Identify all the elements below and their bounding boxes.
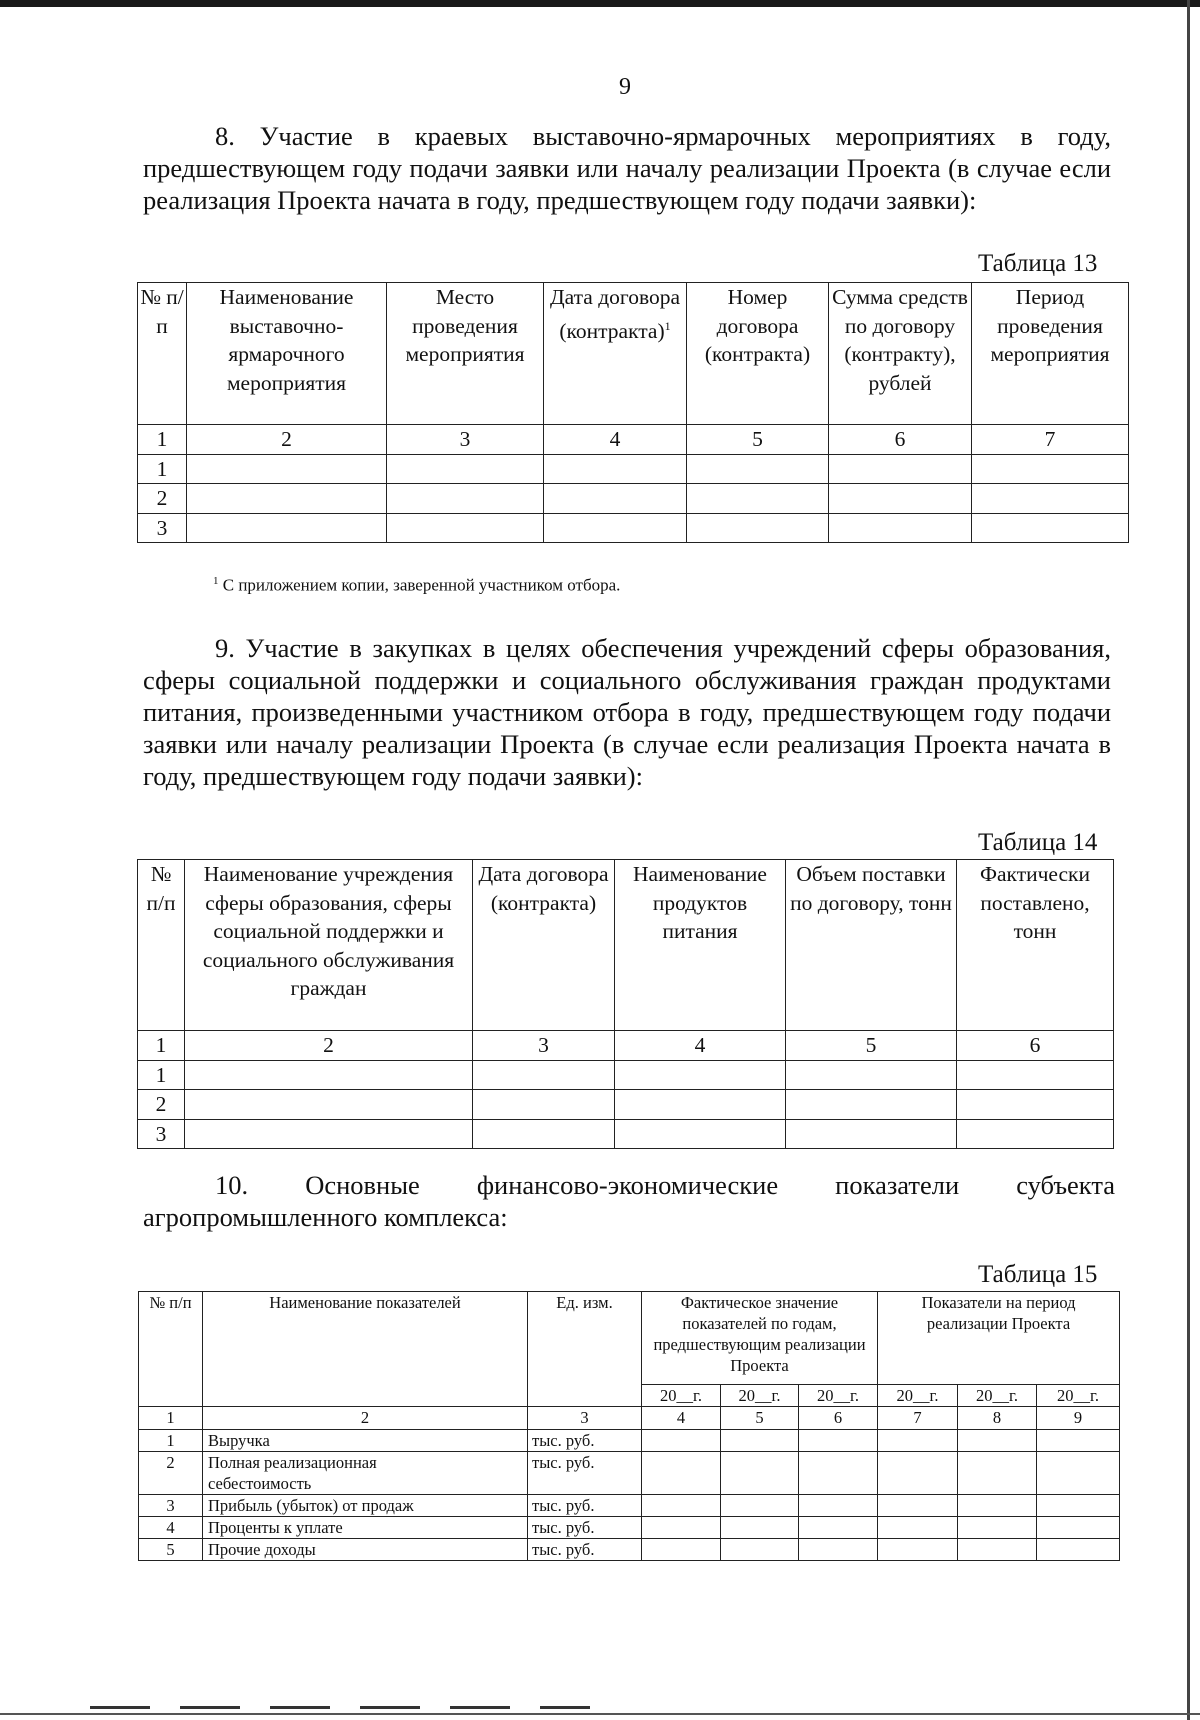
section-10-text: 10. Основные финансово-экономические показатели субъекта агропромышленного комплекса: xyxy=(143,1170,1115,1232)
t15-year-cell: 20__г. xyxy=(799,1385,878,1407)
table-14-header-row xyxy=(138,860,1114,1031)
t15-row-num: 1 xyxy=(139,1430,203,1452)
t15-row-num: 2 xyxy=(139,1452,203,1495)
t14-col-number: 1 xyxy=(138,1031,185,1061)
table-row xyxy=(139,1495,1120,1517)
t13-col-number: 1 xyxy=(138,425,187,455)
table-15 xyxy=(138,1291,1120,1561)
t15-row-name: Прибыль (убыток) от продаж xyxy=(203,1495,528,1517)
table-row xyxy=(138,513,1129,543)
table-row xyxy=(139,1539,1120,1561)
table-13-header-row xyxy=(138,283,1129,425)
t15-col-number: 9 xyxy=(1037,1407,1120,1430)
t15-row-num: 3 xyxy=(139,1495,203,1517)
footnote-text: С приложением копии, заверенной участником отбора. xyxy=(222,575,621,595)
t13-header-contract-number: Номер договора (контракта) xyxy=(687,283,829,425)
table-15-caption: Таблица 15 xyxy=(978,1261,1098,1288)
t13-col-number: 4 xyxy=(544,425,687,455)
t15-row-unit: тыс. руб. xyxy=(528,1430,642,1452)
table-row xyxy=(139,1452,1120,1495)
t14-row-number: 2 xyxy=(138,1090,185,1120)
t15-row-num: 5 xyxy=(139,1539,203,1561)
t15-row-name: Полная реализационная себестоимость xyxy=(203,1452,528,1495)
t15-col-number: 1 xyxy=(139,1407,203,1430)
t13-header-period: Период проведения мероприятия xyxy=(972,283,1129,425)
t14-header-products: Наименование продуктов питания xyxy=(615,860,786,1031)
t15-col-number: 5 xyxy=(721,1407,799,1430)
table-row xyxy=(138,1060,1114,1090)
t15-col-number: 2 xyxy=(203,1407,528,1430)
t13-footnote-ref: 1 xyxy=(664,318,671,333)
t15-header-name: Наименование показателей xyxy=(203,1292,528,1407)
t15-row-name: Прочие доходы xyxy=(203,1539,528,1561)
t15-header-unit: Ед. изм. xyxy=(528,1292,642,1407)
t13-header-contract-date xyxy=(544,283,687,425)
t14-col-number: 6 xyxy=(957,1031,1114,1061)
section-8-text: 8. Участие в краевых выставочно-ярмарочных мероприятиях в году, предшествующем году подачи заявки или началу реализации Проекта (в случае если реализация Проекта начата в году, предшествующем году подачи заявки): xyxy=(143,121,1111,215)
t15-row-name: Проценты к уплате xyxy=(203,1517,528,1539)
t13-col-number: 7 xyxy=(972,425,1129,455)
table-row xyxy=(139,1517,1120,1539)
t13-row-number: 1 xyxy=(138,454,187,484)
t15-col-number: 6 xyxy=(799,1407,878,1430)
t13-header-contract-date-text: Дата договора (контракта) xyxy=(550,285,680,343)
t15-row-unit: тыс. руб. xyxy=(528,1517,642,1539)
t14-header-volume: Объем поставки по договору, тонн xyxy=(786,860,957,1031)
t15-year-cell: 20__г. xyxy=(721,1385,799,1407)
scan-right-edge xyxy=(1187,0,1190,1720)
table-14-number-row xyxy=(138,1031,1114,1061)
footnote xyxy=(213,575,620,596)
table-row xyxy=(138,1119,1114,1149)
t14-col-number: 2 xyxy=(185,1031,473,1061)
t14-header-num: № п/п xyxy=(138,860,185,1031)
table-13-caption: Таблица 13 xyxy=(978,250,1098,277)
t13-row-number: 2 xyxy=(138,484,187,514)
t13-col-number: 2 xyxy=(187,425,387,455)
t15-header-num: № п/п xyxy=(139,1292,203,1407)
t15-row-name: Выручка xyxy=(203,1430,528,1452)
section-10-paragraph xyxy=(143,1169,1115,1233)
t15-col-number: 7 xyxy=(878,1407,958,1430)
t15-col-number: 4 xyxy=(642,1407,721,1430)
t15-row-unit: тыс. руб. xyxy=(528,1452,642,1495)
t15-col-number: 3 xyxy=(528,1407,642,1430)
t13-col-number: 6 xyxy=(829,425,972,455)
t14-header-contract-date: Дата договора (контракта) xyxy=(473,860,615,1031)
t13-header-event-name: Наименование выставочно-ярмарочного мероприятия xyxy=(187,283,387,425)
table-15-header-row xyxy=(139,1292,1120,1385)
scan-bottom-marks xyxy=(90,1706,590,1709)
t15-row-unit: тыс. руб. xyxy=(528,1539,642,1561)
scan-top-edge xyxy=(0,0,1200,7)
t15-header-plan: Показатели на период реализации Проекта xyxy=(878,1292,1120,1385)
t13-header-place: Место проведения мероприятия xyxy=(387,283,544,425)
t15-year-cell: 20__г. xyxy=(642,1385,721,1407)
table-14-caption: Таблица 14 xyxy=(978,829,1098,856)
table-row xyxy=(139,1430,1120,1452)
table-row xyxy=(138,1090,1114,1120)
t15-year-cell: 20__г. xyxy=(878,1385,958,1407)
table-row xyxy=(138,484,1129,514)
t13-col-number: 5 xyxy=(687,425,829,455)
t15-header-actual: Фактическое значение показателей по годам, предшествующим реализации Проекта xyxy=(642,1292,878,1385)
section-9-text: 9. Участие в закупках в целях обеспечения учреждений сферы образования, сферы социальной поддержки и социального обслуживания граждан продуктами питания, произведенными участником отбора в году, предшествующем году подачи заявки или началу реализации Проекта (в случае если реализация Проекта начата в году, предшествующем году подачи заявки): xyxy=(143,633,1111,791)
t14-col-number: 3 xyxy=(473,1031,615,1061)
t15-col-number: 8 xyxy=(958,1407,1037,1430)
table-13-number-row xyxy=(138,425,1129,455)
t15-year-cell: 20__г. xyxy=(1037,1385,1120,1407)
table-15-number-row xyxy=(139,1407,1120,1430)
table-13 xyxy=(137,282,1129,543)
t15-row-num: 4 xyxy=(139,1517,203,1539)
t14-row-number: 3 xyxy=(138,1119,185,1149)
t14-col-number: 4 xyxy=(615,1031,786,1061)
t14-header-delivered: Фактически поставлено, тонн xyxy=(957,860,1114,1031)
t14-header-institution: Наименование учреждения сферы образования, сферы социальной поддержки и социального обслуживания граждан xyxy=(185,860,473,1031)
section-9-paragraph xyxy=(143,632,1111,792)
scan-bottom-edge xyxy=(0,1713,1200,1715)
t13-col-number: 3 xyxy=(387,425,544,455)
section-8-paragraph xyxy=(143,120,1111,216)
footnote-mark: 1 xyxy=(213,575,219,587)
page-number: 9 xyxy=(619,74,631,100)
t13-header-num: № п/п xyxy=(138,283,187,425)
t13-header-sum: Сумма средств по договору (контракту), рублей xyxy=(829,283,972,425)
t14-row-number: 1 xyxy=(138,1060,185,1090)
t15-year-cell: 20__г. xyxy=(958,1385,1037,1407)
table-row xyxy=(138,454,1129,484)
t14-col-number: 5 xyxy=(786,1031,957,1061)
table-14 xyxy=(137,859,1114,1149)
t13-row-number: 3 xyxy=(138,513,187,543)
t15-row-unit: тыс. руб. xyxy=(528,1495,642,1517)
